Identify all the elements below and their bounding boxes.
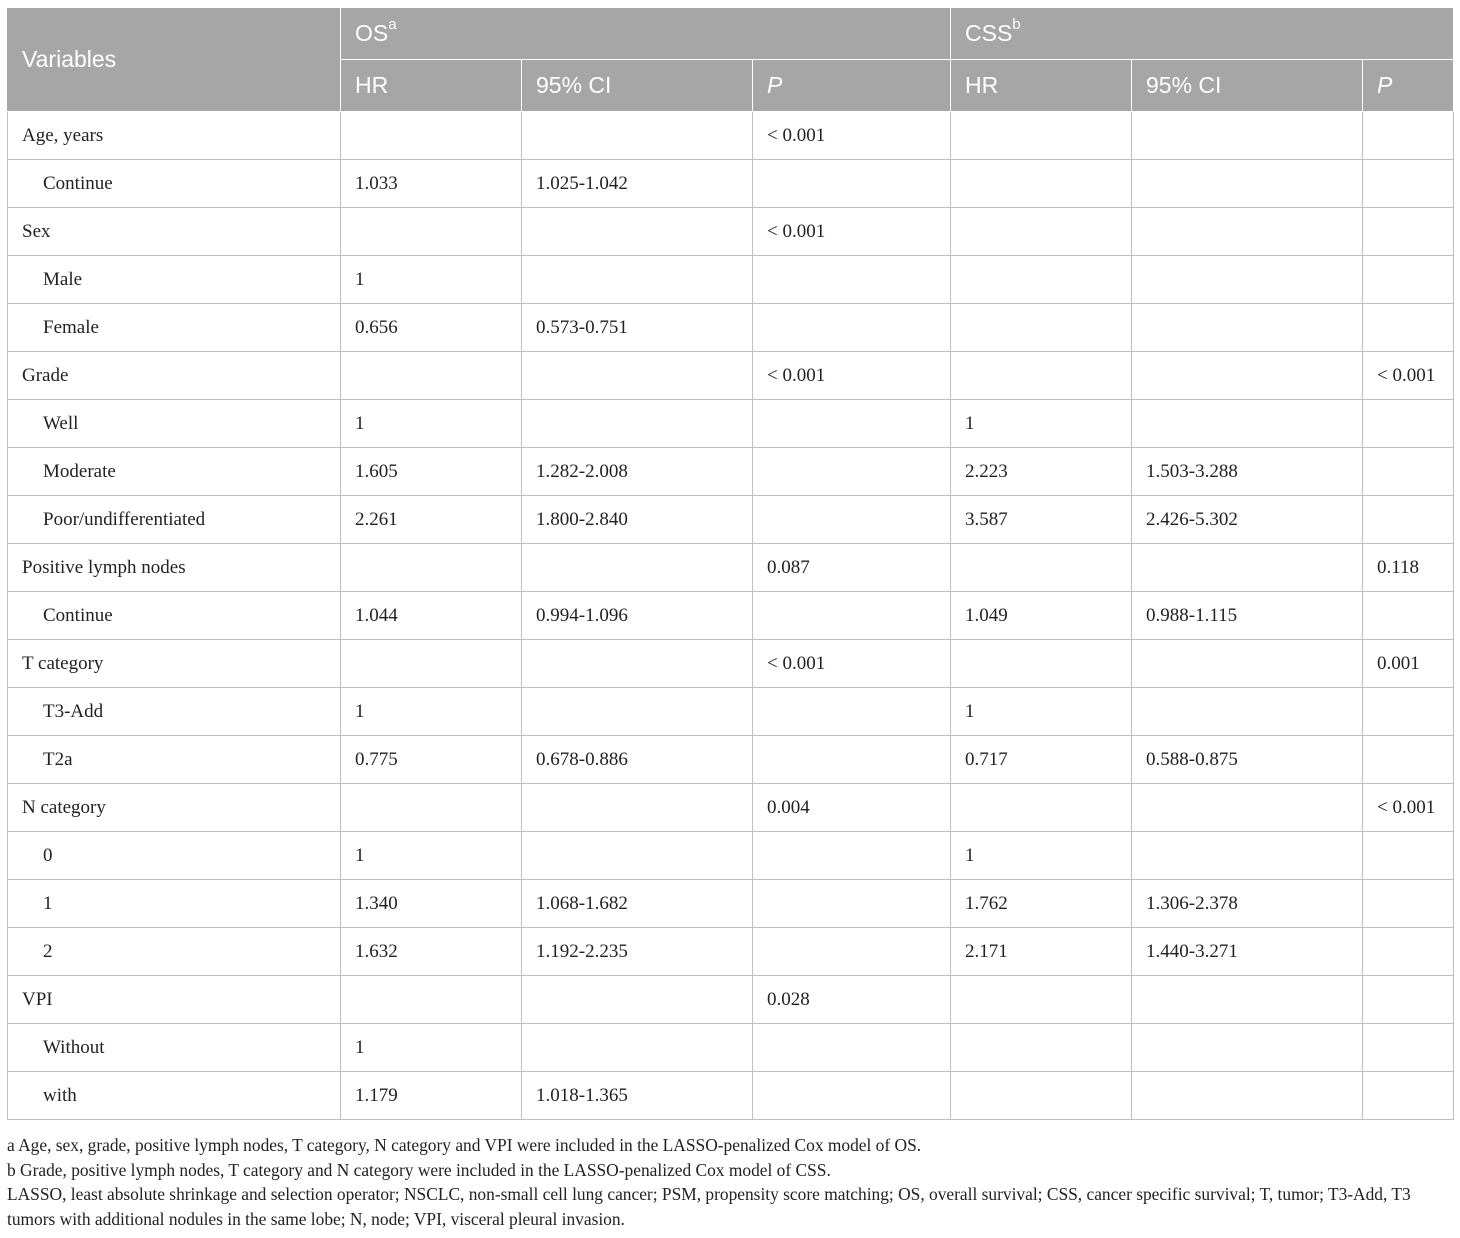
table-row [8, 400, 1454, 448]
cell-os-p: < 0.001 [753, 352, 951, 400]
cell-os-p [753, 304, 951, 352]
cell-os-ci: 0.678-0.886 [522, 736, 753, 784]
cell-os-ci [522, 544, 753, 592]
header-css [951, 8, 1454, 60]
cell-var: 2 [8, 928, 341, 976]
cell-os-p [753, 736, 951, 784]
cell-css-hr: 3.587 [951, 496, 1132, 544]
cell-os-ci [522, 352, 753, 400]
cell-var: Age, years [8, 112, 341, 160]
cell-var: Male [8, 256, 341, 304]
cell-os-ci: 1.068-1.682 [522, 880, 753, 928]
cell-var: Positive lymph nodes [8, 544, 341, 592]
cell-os-hr [341, 784, 522, 832]
cell-css-ci [1132, 976, 1363, 1024]
cell-os-ci [522, 784, 753, 832]
cell-os-hr [341, 976, 522, 1024]
table-header [8, 8, 1454, 112]
cell-css-hr [951, 1024, 1132, 1072]
cell-os-hr: 1.044 [341, 592, 522, 640]
cell-os-p [753, 496, 951, 544]
cell-css-hr: 1.762 [951, 880, 1132, 928]
cell-css-hr: 0.717 [951, 736, 1132, 784]
cell-var: 1 [8, 880, 341, 928]
cell-css-p [1363, 160, 1454, 208]
cell-var: Moderate [8, 448, 341, 496]
cell-css-hr [951, 1072, 1132, 1120]
cell-css-hr: 1 [951, 832, 1132, 880]
cell-css-hr [951, 784, 1132, 832]
footnote-b: b Grade, positive lymph nodes, T category and N category were included in the LASSO-penalized Cox model of CSS. [7, 1159, 831, 1180]
cell-css-ci: 0.588-0.875 [1132, 736, 1363, 784]
cell-css-ci [1132, 544, 1363, 592]
cell-os-p [753, 832, 951, 880]
cell-css-p [1363, 256, 1454, 304]
cell-css-hr: 1 [951, 688, 1132, 736]
table-row [8, 544, 1454, 592]
header-variables: Variables [8, 8, 341, 112]
cell-css-p [1363, 448, 1454, 496]
cell-css-ci: 1.440-3.271 [1132, 928, 1363, 976]
table-footnotes [7, 1133, 1457, 1231]
cell-os-ci [522, 640, 753, 688]
cell-css-hr: 2.223 [951, 448, 1132, 496]
cell-css-p: 0.118 [1363, 544, 1454, 592]
cell-css-ci [1132, 640, 1363, 688]
cell-os-ci [522, 688, 753, 736]
cell-os-ci: 0.994-1.096 [522, 592, 753, 640]
cell-os-hr: 1 [341, 256, 522, 304]
cell-css-p [1363, 880, 1454, 928]
footnote-a: a Age, sex, grade, positive lymph nodes, T category, N category and VPI were included in the LASSO-penalized Cox model of OS. [7, 1135, 922, 1155]
cell-os-hr: 1 [341, 688, 522, 736]
cell-css-hr [951, 640, 1132, 688]
cell-var: T category [8, 640, 341, 688]
cell-css-p [1363, 400, 1454, 448]
cell-css-hr [951, 544, 1132, 592]
cell-os-ci [522, 1024, 753, 1072]
cell-css-hr [951, 208, 1132, 256]
cell-css-ci [1132, 352, 1363, 400]
cell-os-hr: 1 [341, 1024, 522, 1072]
cell-os-ci [522, 832, 753, 880]
cell-css-p [1363, 304, 1454, 352]
cell-os-hr [341, 352, 522, 400]
cell-css-ci [1132, 160, 1363, 208]
cell-css-ci [1132, 784, 1363, 832]
results-table-container [7, 7, 1453, 1120]
cell-css-p [1363, 1024, 1454, 1072]
header-os-sup: a [388, 16, 397, 34]
cell-css-p [1363, 208, 1454, 256]
header-css-sup: b [1012, 16, 1021, 34]
cell-css-ci [1132, 256, 1363, 304]
cell-css-ci [1132, 304, 1363, 352]
cell-css-p: < 0.001 [1363, 784, 1454, 832]
table-row [8, 688, 1454, 736]
cell-var: Continue [8, 592, 341, 640]
cell-css-ci [1132, 400, 1363, 448]
cell-os-ci: 1.025-1.042 [522, 160, 753, 208]
cell-os-p: 0.028 [753, 976, 951, 1024]
cell-os-p [753, 688, 951, 736]
cell-var: Well [8, 400, 341, 448]
cell-css-hr [951, 112, 1132, 160]
cell-os-p [753, 880, 951, 928]
cell-css-p [1363, 496, 1454, 544]
cell-css-ci [1132, 832, 1363, 880]
table-row [8, 256, 1454, 304]
cell-os-ci [522, 112, 753, 160]
cell-css-ci [1132, 1024, 1363, 1072]
header-os [341, 8, 951, 60]
cell-css-p [1363, 736, 1454, 784]
cell-os-p [753, 448, 951, 496]
cell-css-hr: 1.049 [951, 592, 1132, 640]
cell-os-ci [522, 976, 753, 1024]
cell-os-p [753, 592, 951, 640]
table-row [8, 1024, 1454, 1072]
table-row [8, 928, 1454, 976]
table-row [8, 352, 1454, 400]
cell-os-hr: 1 [341, 832, 522, 880]
table-row [8, 1072, 1454, 1120]
cell-var: Female [8, 304, 341, 352]
cell-os-hr: 0.775 [341, 736, 522, 784]
header-css-ci: 95% CI [1132, 60, 1363, 112]
cell-css-hr [951, 976, 1132, 1024]
cell-var: Continue [8, 160, 341, 208]
cell-css-ci [1132, 112, 1363, 160]
table-row [8, 784, 1454, 832]
cell-os-hr [341, 112, 522, 160]
cell-var: VPI [8, 976, 341, 1024]
cell-os-ci [522, 208, 753, 256]
cell-os-ci [522, 256, 753, 304]
cell-css-p [1363, 832, 1454, 880]
cell-os-hr: 1.605 [341, 448, 522, 496]
table-row [8, 880, 1454, 928]
cell-var: T3-Add [8, 688, 341, 736]
cell-css-ci [1132, 688, 1363, 736]
cell-css-ci: 2.426-5.302 [1132, 496, 1363, 544]
header-css-hr: HR [951, 60, 1132, 112]
cell-os-ci: 1.018-1.365 [522, 1072, 753, 1120]
cell-css-ci: 0.988-1.115 [1132, 592, 1363, 640]
cell-var: T2a [8, 736, 341, 784]
cell-css-ci: 1.503-3.288 [1132, 448, 1363, 496]
cell-os-hr [341, 544, 522, 592]
table-row [8, 160, 1454, 208]
header-os-p: P [753, 60, 951, 112]
cell-os-p [753, 1072, 951, 1120]
cell-var: Sex [8, 208, 341, 256]
cell-os-p: 0.087 [753, 544, 951, 592]
header-css-label: CSS [965, 20, 1013, 46]
cell-css-hr: 2.171 [951, 928, 1132, 976]
table-row [8, 640, 1454, 688]
table-row [8, 208, 1454, 256]
table-row [8, 592, 1454, 640]
cell-var: Poor/undifferentiated [8, 496, 341, 544]
cell-os-hr: 1.340 [341, 880, 522, 928]
table-row [8, 304, 1454, 352]
header-os-label: OS [355, 20, 389, 46]
cell-os-p [753, 1024, 951, 1072]
table-row [8, 112, 1454, 160]
cell-css-ci [1132, 1072, 1363, 1120]
cell-os-hr: 1.033 [341, 160, 522, 208]
cell-css-hr: 1 [951, 400, 1132, 448]
cell-os-hr: 1 [341, 400, 522, 448]
cell-css-p [1363, 928, 1454, 976]
cell-css-hr [951, 352, 1132, 400]
cell-os-hr: 2.261 [341, 496, 522, 544]
cell-var: with [8, 1072, 341, 1120]
table-body [8, 112, 1454, 1120]
table-row [8, 832, 1454, 880]
cell-os-hr: 1.179 [341, 1072, 522, 1120]
cell-os-ci [522, 400, 753, 448]
cell-os-p [753, 928, 951, 976]
cell-os-p [753, 160, 951, 208]
cell-var: Grade [8, 352, 341, 400]
cell-var: 0 [8, 832, 341, 880]
cell-os-p: 0.004 [753, 784, 951, 832]
header-css-p: P [1363, 60, 1454, 112]
cell-os-ci: 1.282-2.008 [522, 448, 753, 496]
cell-css-hr [951, 304, 1132, 352]
cell-os-p: < 0.001 [753, 208, 951, 256]
cell-os-ci: 1.192-2.235 [522, 928, 753, 976]
cell-os-ci: 1.800-2.840 [522, 496, 753, 544]
cell-css-p [1363, 688, 1454, 736]
cell-css-p [1363, 1072, 1454, 1120]
cell-css-p [1363, 112, 1454, 160]
cell-os-p: < 0.001 [753, 112, 951, 160]
cell-os-hr: 1.632 [341, 928, 522, 976]
cell-css-hr [951, 256, 1132, 304]
table-row [8, 448, 1454, 496]
cell-css-p: < 0.001 [1363, 352, 1454, 400]
cell-var: Without [8, 1024, 341, 1072]
cell-os-p [753, 400, 951, 448]
cell-css-hr [951, 160, 1132, 208]
cell-var: N category [8, 784, 341, 832]
cell-css-p [1363, 592, 1454, 640]
cell-os-ci: 0.573-0.751 [522, 304, 753, 352]
cell-os-hr: 0.656 [341, 304, 522, 352]
cell-css-p [1363, 976, 1454, 1024]
cell-css-p: 0.001 [1363, 640, 1454, 688]
footnote-abbreviations: LASSO, least absolute shrinkage and selection operator; NSCLC, non-small cell lung cancer; PSM, propensity score matching; OS, overall survival; CSS, cancer specific survival; T, tumor; T3-Add, T3 tumors with additional nodules in the same lobe; N, node; VPI, visceral pleural invasion. [7, 1184, 1411, 1229]
cox-results-table [7, 7, 1454, 1120]
cell-os-hr [341, 208, 522, 256]
cell-os-p: < 0.001 [753, 640, 951, 688]
cell-css-ci: 1.306-2.378 [1132, 880, 1363, 928]
header-os-ci: 95% CI [522, 60, 753, 112]
cell-css-ci [1132, 208, 1363, 256]
cell-os-hr [341, 640, 522, 688]
cell-os-p [753, 256, 951, 304]
table-row [8, 496, 1454, 544]
header-os-hr: HR [341, 60, 522, 112]
table-row [8, 976, 1454, 1024]
table-row [8, 736, 1454, 784]
